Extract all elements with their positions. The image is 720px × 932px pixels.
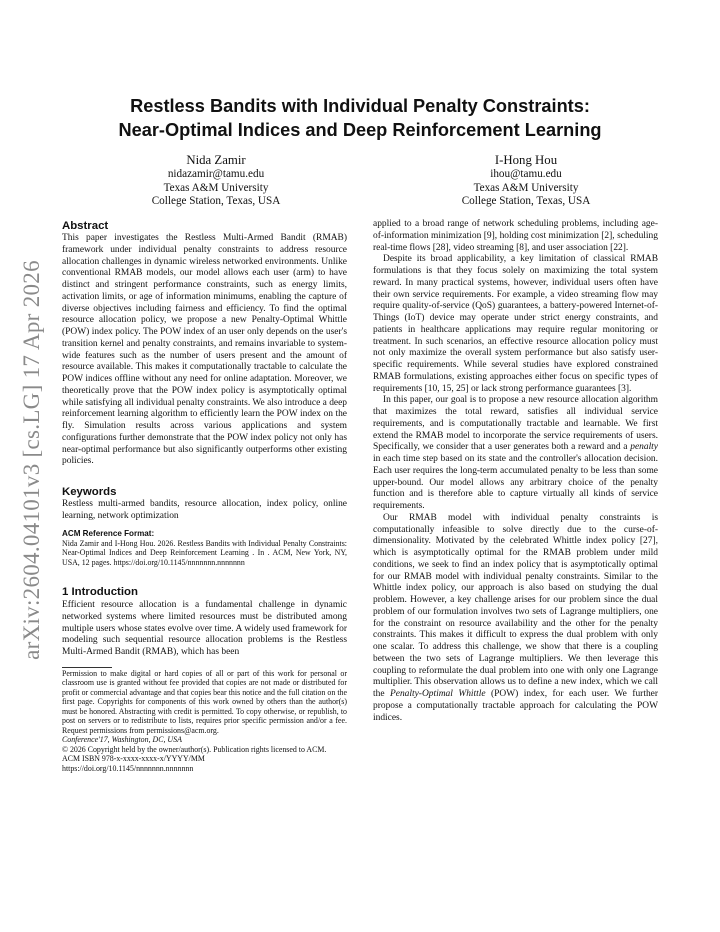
acm-reference-text: Nida Zamir and I-Hong Hou. 2026. Restless Bandits with Individual Penalty Constraints: Near-Optimal Indices and Deep Reinforcement Learning . In . ACM, New York, NY, USA, 12 pages. https://doi.org/10.1145/nnnnnnn.nnnnnnn: [62, 538, 347, 567]
author-affiliation: Texas A&M University: [163, 181, 269, 194]
arxiv-id: arXiv:2604.04101v3 [cs.LG] 17 Apr 2026: [19, 260, 44, 660]
author-block-1: [101, 152, 331, 209]
keywords-heading: Keywords: [62, 486, 117, 498]
permission-notice: Permission to make digital or hard copies of all or part of this work for personal or classroom use is granted without fee provided that copies are not made or distributed for profit or commercial advantage and that copies bear this notice and the full citation on the first page. Copyrights for components of this work owned by others than the author(s) must be honored. Abstracting with credit is permitted. To copy otherwise, or republish, to post on servers or to redistribute to lists, requires prior specific permission and/or a fee. Request permissions from permissions@acm.org.: [62, 668, 347, 735]
intro-paragraph-2: Despite its broad applicability, a key limitation of classical RMAB formulations is that they focus solely on maximizing the total system reward. In many practical systems, however, individual users often have their own service requirements. For example, a video streaming flow may require quality-of-service (QoS) guarantees, a battery-powered Internet-of-Things (IoT) device may operate under strict energy constraints, and patients in healthcare applications may require regular monitoring or treatment. In such scenarios, an effective resource allocation policy must not only maximize the overall system performance but also satisfy user-specific requirements. While several studies have explored constrained RMAB formulations, existing approaches either focus on specific types of requirements [10, 15, 25] or lack strong performance guarantees [3].: [373, 254, 658, 394]
intro-paragraph-3: In this paper, our goal is to propose a new resource allocation algorithm that maximizes the total reward, satisfies all individual service requirements, and is computationally tractable and learnable. We first extend the RMAB model to incorporate the service requirements of users. Specifically, we consider that a user generates both a reward and a penalty in each time step based on its state and the controller's allocation decision. Each user requires the long-term accumulated penalty to be less than some upper-bound. Our model allows any arbitrary choice of the penalty function and is therefore able to capture virtually all kinds of service requirements.: [373, 395, 658, 511]
author-location: College Station, Texas, USA: [151, 195, 281, 208]
footnote-rule: [62, 667, 112, 668]
intro-paragraph-1-continued: applied to a broad range of network scheduling problems, including age-of-information minimization [9], holding cost minimization [2], scheduling real-time flows [28], video streaming [8], and user association [22].: [373, 219, 658, 253]
author-location: College Station, Texas, USA: [461, 195, 591, 208]
title-line-1: Restless Bandits with Individual Penalty Constraints:: [130, 96, 590, 116]
copyright-notice: © 2026 Copyright held by the owner/author(s). Publication rights licensed to ACM.: [62, 744, 327, 754]
intro-paragraph-1: Efficient resource allocation is a fundamental challenge in dynamic networked systems where limited resources must be distributed among multiple users whose states evolve over time. A widely used framework for modeling such sequential resource allocation problems is the Restless Multi-Armed Bandit (RMAB), which has been: [62, 600, 347, 657]
author-email: nidazamir@tamu.edu: [167, 168, 265, 180]
introduction-heading: 1 Introduction: [62, 586, 138, 598]
keywords-text: Restless multi-armed bandits, resource allocation, index policy, online learning, network optimization: [62, 499, 347, 521]
author-block-2: [411, 152, 641, 209]
author-name: Nida Zamir: [186, 153, 246, 167]
author-name: I-Hong Hou: [494, 153, 558, 167]
intro-paragraph-4: Our RMAB model with individual penalty constraints is computationally infeasible to solve directly due to the curse-of-dimensionality. Motivated by the celebrated Whittle index policy [27], which is asymptotically optimal for the RMAB problem under mild conditions, we seek to find an index policy that is asymptotically optimal for our RMAB model with individual penalty constraints. Similar to the Whittle index policy, our approach is also based on studying the dual problem. However, a key challenge arises for our problem since the dual problem of our formulation involves two sets of Lagrange multipliers, one for the constraint on resource availability and the other for the penalty constraints. This makes it difficult to express the dual problem with only one scalar. To address this challenge, we show that there is a coupling between the two sets of Lagrange multipliers. We then leverage this coupling to reformulate the dual problem into one with only one Lagrange multiplier. This observation allows us to define a new index, which we call the Penalty-Optimal Whittle (POW) index, for each user. We further propose a computationally tractable approach for calculating the POW indices.: [373, 512, 658, 723]
author-email: ihou@tamu.edu: [490, 168, 562, 180]
abstract-heading: Abstract: [62, 220, 109, 232]
paper-title: [62, 94, 658, 142]
isbn: ACM ISBN 978-x-xxxx-xxxx-x/YYYY/MM: [62, 754, 205, 764]
conference-info: Conference'17, Washington, DC, USA: [62, 735, 182, 745]
doi-link: https://doi.org/10.1145/nnnnnnn.nnnnnnn: [62, 763, 194, 773]
title-line-2: Near-Optimal Indices and Deep Reinforcement Learning: [118, 120, 602, 140]
right-column: [373, 219, 658, 724]
emphasis-pow-index: Penalty-Optimal Whittle: [389, 689, 486, 699]
acm-reference-heading: ACM Reference Format:: [62, 528, 155, 538]
arxiv-watermark: [14, 180, 50, 740]
emphasis-penalty: penalty: [630, 442, 658, 453]
author-affiliation: Texas A&M University: [473, 181, 579, 194]
left-column: [62, 219, 347, 773]
abstract-text: This paper investigates the Restless Multi-Armed Bandit (RMAB) framework under individual penalty constraints to address resource allocation challenges in dynamic wireless networked environments. Unlike conventional RMAB models, our model allows each user (arm) to have distinct and stringent performance constraints, such as energy limits, activation limits, or age of information minimums, enabling the capture of diverse objectives including fairness and efficiency. To find the optimal resource allocation policy, we propose a new Penalty-Optimal Whittle (POW) index policy. The POW index of an user only depends on the user's transition kernel and penalty constraints, and remains invariable to system-wide features such as the number of users present and the amount of resource available. This makes it computationally tractable to calculate the POW indices offline without any need for online adaptation. Moreover, we theoretically prove that the POW index policy is asymptotically optimal while satisfying all individual penalty constraints. We also introduce a deep reinforcement learning algorithm to efficiently learn the POW index on the fly. Simulation results across various applications and system configurations further demonstrate that the POW index policy not only has near-optimal performance but also significantly outperforms other existing policies.: [62, 233, 348, 467]
